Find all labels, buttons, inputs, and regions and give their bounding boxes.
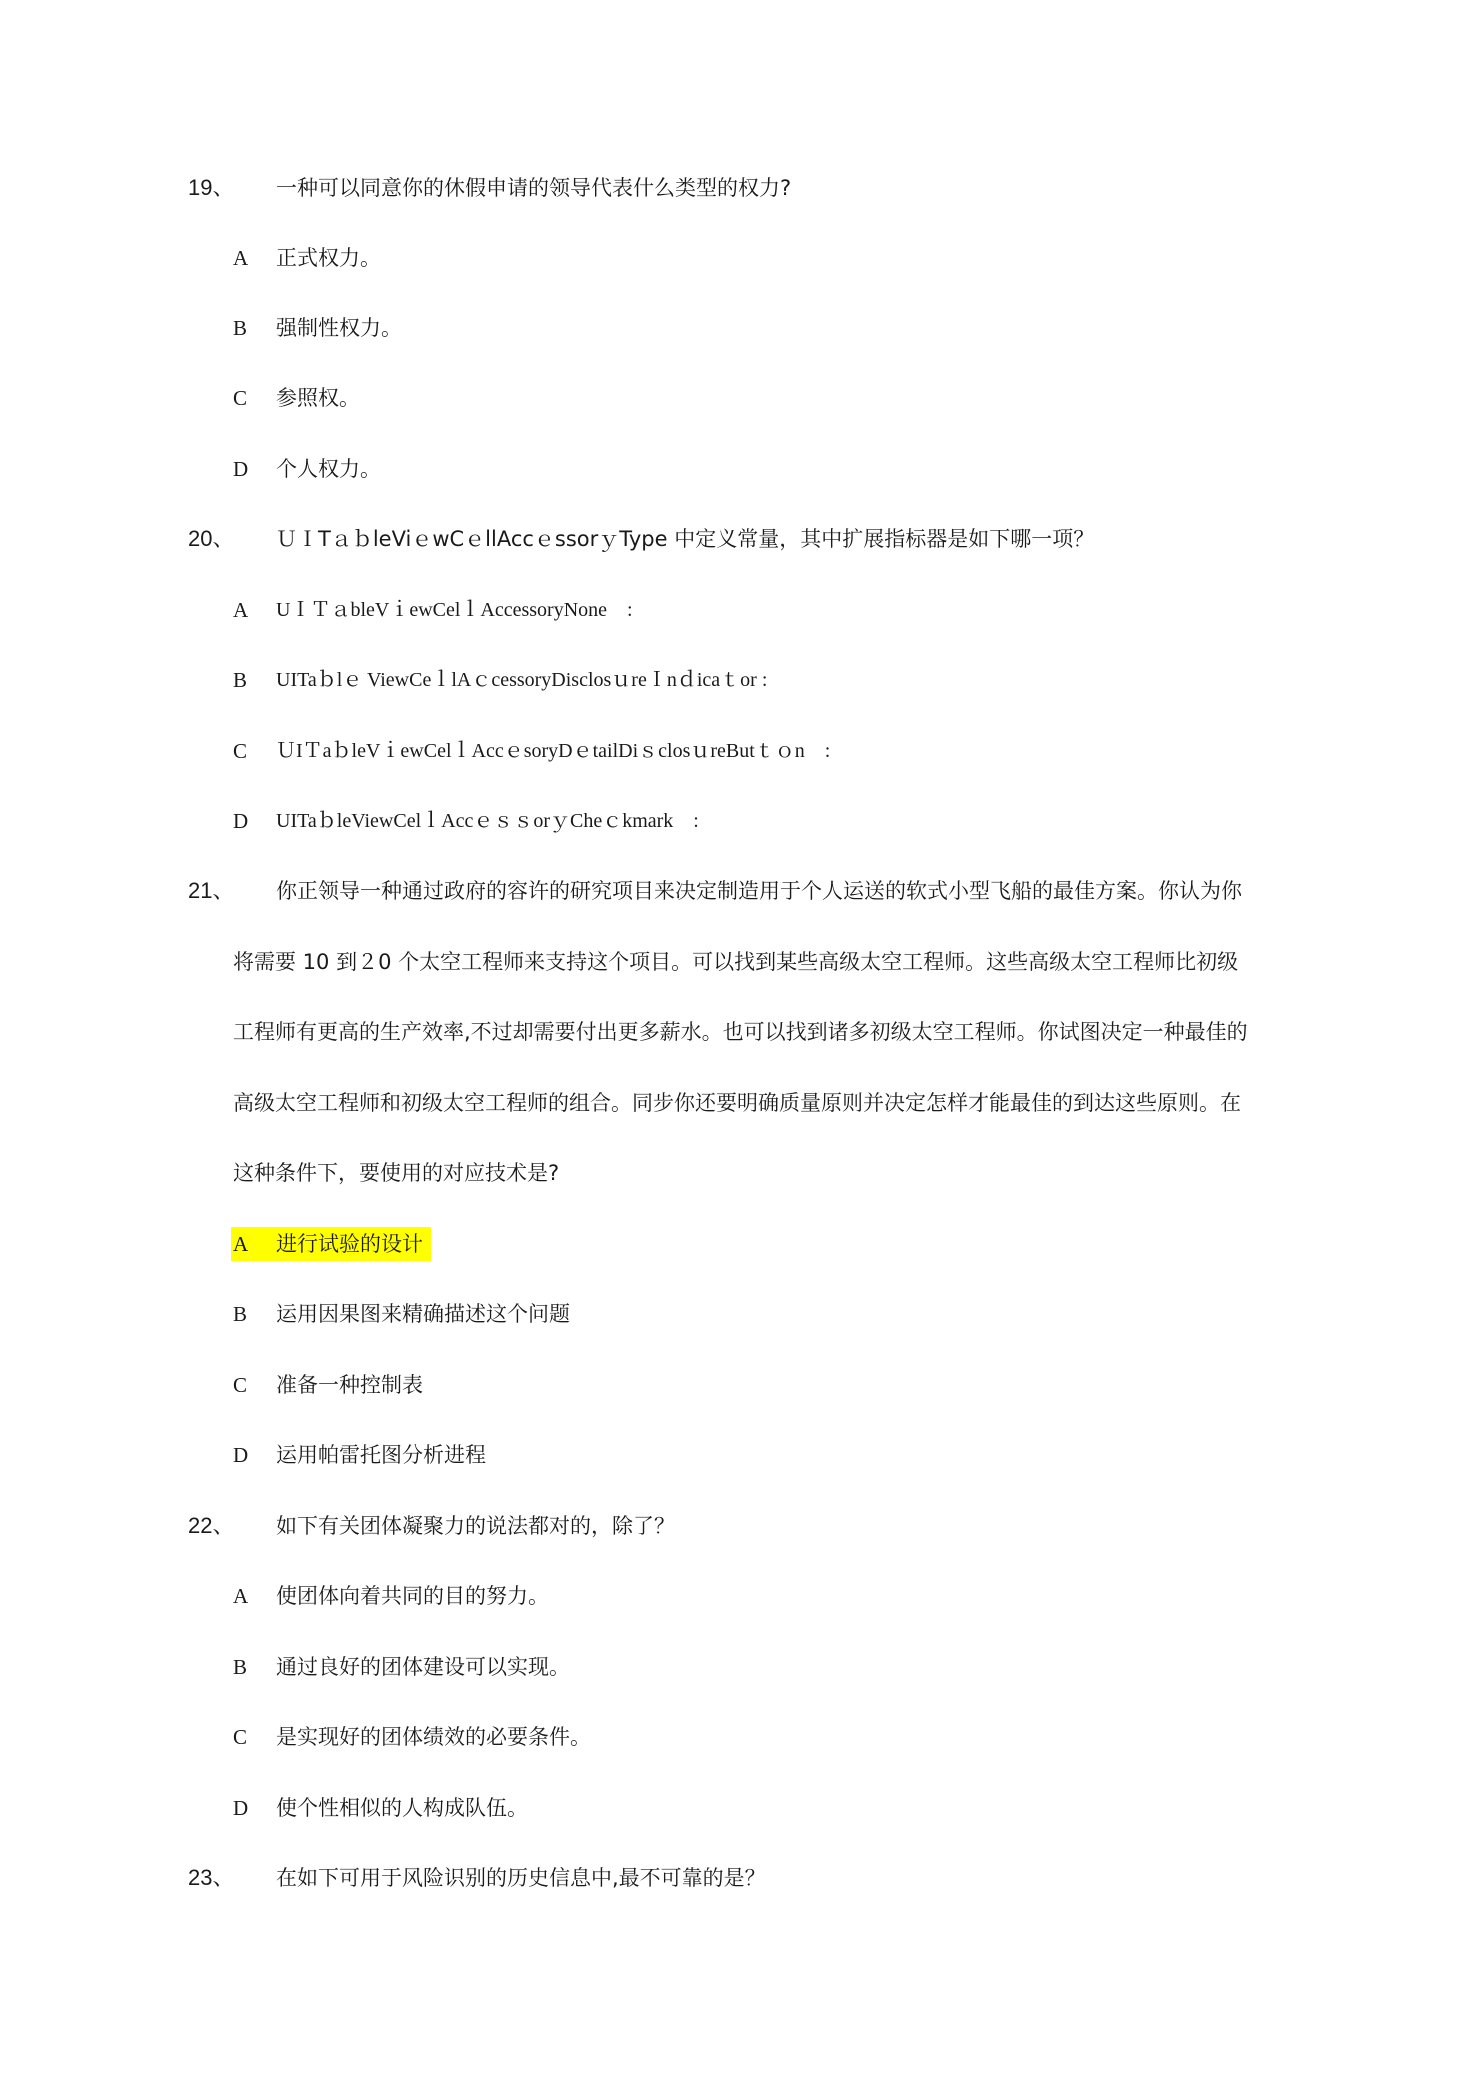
option-text: 强制性权力。 <box>276 316 402 340</box>
option-text: 运用帕雷托图分析进程 <box>276 1443 486 1467</box>
option-letter: D <box>233 457 249 481</box>
option-text: ＵIＴaｂleVｉewCelｌAccｅsoryDｅtailDiｓclosｕreButｔｏn : <box>276 740 831 762</box>
option-text: 个人权力。 <box>276 457 381 481</box>
option-letter: C <box>233 739 248 763</box>
question-text: 你正领导一种通过政府的容许的研究项目来决定制造用于个人运送的软式小型飞船的最佳方案。你认为你 <box>276 879 1242 903</box>
option-text: 参照权。 <box>276 386 360 410</box>
question-number: 21、 <box>188 878 235 903</box>
option-letter: D <box>233 809 249 833</box>
question-text: 如下有关团体凝聚力的说法都对的，除了？ <box>276 1514 675 1538</box>
option-text: UITaｂleViewCelｌAccｅｓｓorｙCheｃkmark : <box>276 810 699 832</box>
option-text: UITaｂlｅ ViewCeｌlAｃcessoryDisclosｕreＩnｄicaｔor : <box>276 669 768 691</box>
question-number: 19、 <box>188 175 235 200</box>
question-text-continuation: 将需要 10 到２0 个太空工程师来支持这个项目。可以找到某些高级太空工程师。这些高级太空工程师比初级 <box>233 950 1239 974</box>
question-number: 22、 <box>188 1513 235 1538</box>
question-number: 20、 <box>188 526 235 551</box>
option-letter: C <box>233 1373 248 1397</box>
option-text: 准备一种控制表 <box>276 1373 423 1397</box>
option-letter: B <box>233 316 248 340</box>
option-letter: A <box>233 246 249 270</box>
option-text: 进行试验的设计 <box>276 1232 423 1256</box>
question-text: 一种可以同意你的休假申请的领导代表什么类型的权力? <box>276 176 792 200</box>
option-letter: B <box>233 668 248 692</box>
option-text: 正式权力。 <box>276 246 381 270</box>
question-text-continuation: 工程师有更高的生产效率,不过却需要付出更多薪水。也可以找到诸多初级太空工程师。你试图决定一种最佳的 <box>233 1020 1248 1044</box>
option-text: 是实现好的团体绩效的必要条件。 <box>276 1725 591 1749</box>
question-text: 在如下可用于风险识别的历史信息中,最不可靠的是？ <box>276 1866 766 1890</box>
option-letter: B <box>233 1302 248 1326</box>
option-text: UＩＴａbleVｉewCelｌAccessoryNone : <box>276 599 633 621</box>
option-letter: D <box>233 1796 249 1820</box>
option-letter: A <box>233 1584 249 1608</box>
question-text-continuation: 这种条件下，要使用的对应技术是? <box>233 1161 560 1185</box>
option-letter: B <box>233 1655 248 1679</box>
option-letter: D <box>233 1443 249 1467</box>
question-number: 23、 <box>188 1865 235 1890</box>
option-letter: A <box>233 1232 249 1256</box>
option-text: 运用因果图来精确描述这个问题 <box>276 1302 570 1326</box>
option-text: 通过良好的团体建设可以实现。 <box>276 1655 570 1679</box>
question-text: ＵＩTａｂleViｅwCｅllAccｅssorｙType 中定义常量，其中扩展指标器是如下哪一项？ <box>276 527 1095 551</box>
option-letter: A <box>233 598 249 622</box>
option-letter: C <box>233 386 248 410</box>
option-text: 使个性相似的人构成队伍。 <box>276 1796 528 1820</box>
option-letter: C <box>233 1725 248 1749</box>
question-text-continuation: 高级太空工程师和初级太空工程师的组合。同步你还要明确质量原则并决定怎样才能最佳的到达这些原则。在 <box>233 1091 1241 1115</box>
option-text: 使团体向着共同的目的努力。 <box>276 1584 549 1608</box>
